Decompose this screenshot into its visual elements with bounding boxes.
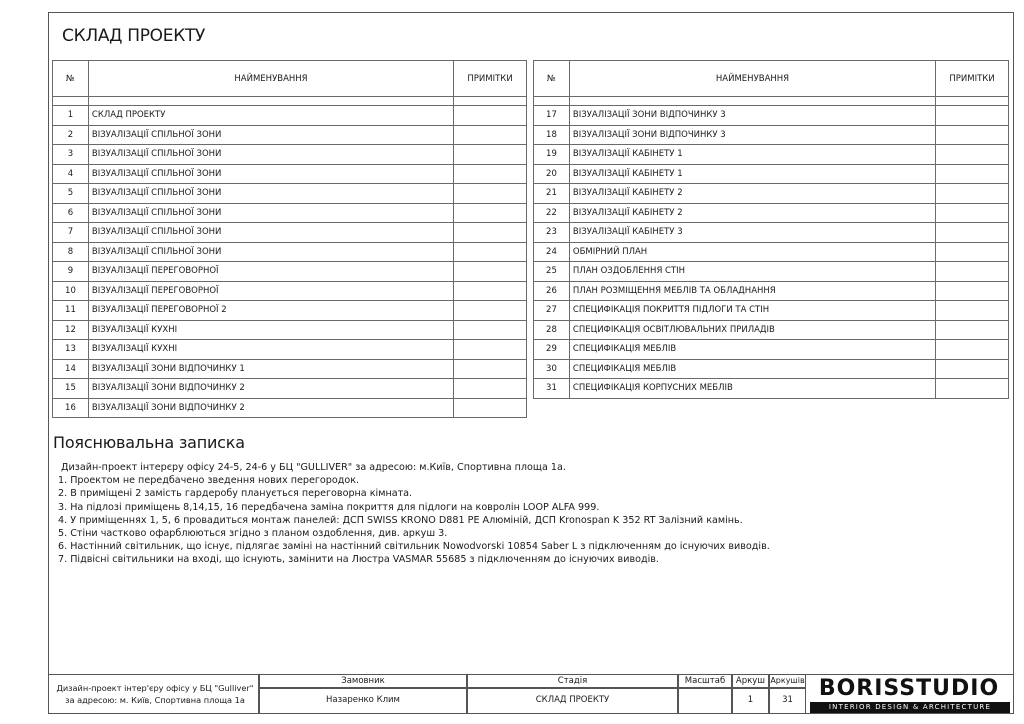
row-name: ВІЗУАЛІЗАЦІЇ ЗОНИ ВІДПОЧИНКУ 1 bbox=[88, 359, 453, 379]
row-number: 9 bbox=[53, 262, 89, 282]
row-name: СКЛАД ПРОЕКТУ bbox=[88, 106, 453, 126]
note-line: 3. На підлозі приміщень 8,14,15, 16 передбачена заміна покриття для підлоги на ковролін LOOP ALFA 999. bbox=[58, 501, 600, 513]
row-name: ВІЗУАЛІЗАЦІЇ КАБІНЕТУ 2 bbox=[569, 184, 935, 204]
table-row bbox=[534, 281, 1009, 301]
contents-table-right bbox=[533, 60, 1009, 399]
row-notes bbox=[936, 125, 1009, 145]
table-row bbox=[534, 242, 1009, 262]
row-notes bbox=[936, 106, 1009, 126]
stamp-scale-value-cell bbox=[678, 688, 732, 714]
stamp-stage-label: Стадія bbox=[557, 676, 588, 686]
row-number: 4 bbox=[53, 164, 89, 184]
row-name: ВІЗУАЛІЗАЦІЇ ЗОНИ ВІДПОЧИНКУ 3 bbox=[569, 125, 935, 145]
row-notes bbox=[454, 281, 527, 301]
stamp-project-line2: за адресою: м. Київ, Спортивна площа 1а bbox=[65, 695, 245, 705]
row-notes bbox=[454, 106, 527, 126]
table-row bbox=[534, 184, 1009, 204]
row-number: 24 bbox=[534, 242, 570, 262]
table-row bbox=[534, 223, 1009, 243]
table-row bbox=[53, 359, 527, 379]
contents-table-left bbox=[52, 60, 527, 418]
header-num: № bbox=[53, 61, 89, 97]
note-line: 4. У приміщеннях 1, 5, 6 провадиться монтаж панелей: ДСП SWISS KRONO D881 PE Алюміній, ДСП Kronospan K 352 RT Залізний камінь. bbox=[58, 514, 743, 526]
table-row bbox=[53, 223, 527, 243]
row-number: 8 bbox=[53, 242, 89, 262]
row-name: ВІЗУАЛІЗАЦІЇ КАБІНЕТУ 1 bbox=[569, 164, 935, 184]
header-name: НАЙМЕНУВАННЯ bbox=[569, 61, 935, 97]
table-row bbox=[534, 164, 1009, 184]
row-number: 16 bbox=[53, 398, 89, 418]
table-row bbox=[53, 301, 527, 321]
table-row bbox=[53, 262, 527, 282]
row-number: 25 bbox=[534, 262, 570, 282]
row-number: 2 bbox=[53, 125, 89, 145]
table-row bbox=[53, 242, 527, 262]
note-line: Дизайн-проект інтерєру офісу 24-5, 24-6 у БЦ "GULLIVER" за адресою: м.Київ, Спортивна площа 1а. bbox=[61, 462, 566, 473]
row-notes bbox=[454, 164, 527, 184]
table-row bbox=[534, 262, 1009, 282]
header-gap-row bbox=[53, 97, 527, 106]
table-row bbox=[534, 145, 1009, 165]
row-name: СПЕЦИФІКАЦІЯ МЕБЛІВ bbox=[569, 359, 935, 379]
row-notes bbox=[936, 223, 1009, 243]
row-notes bbox=[454, 301, 527, 321]
row-name: ВІЗУАЛІЗАЦІЇ СПІЛЬНОЇ ЗОНИ bbox=[88, 203, 453, 223]
row-name: СПЕЦИФІКАЦІЯ ОСВІТЛЮВАЛЬНИХ ПРИЛАДІВ bbox=[569, 320, 935, 340]
header-notes: ПРИМІТКИ bbox=[454, 61, 527, 97]
row-name: ВІЗУАЛІЗАЦІЇ КУХНІ bbox=[88, 320, 453, 340]
studio-logo bbox=[808, 675, 1010, 713]
row-notes bbox=[936, 301, 1009, 321]
row-notes bbox=[454, 125, 527, 145]
row-name: ВІЗУАЛІЗАЦІЇ СПІЛЬНОЇ ЗОНИ bbox=[88, 164, 453, 184]
note-text bbox=[58, 461, 770, 567]
row-notes bbox=[936, 164, 1009, 184]
row-notes bbox=[454, 379, 527, 399]
row-name: ВІЗУАЛІЗАЦІЇ КАБІНЕТУ 1 bbox=[569, 145, 935, 165]
row-name: СПЕЦИФІКАЦІЯ ПОКРИТТЯ ПІДЛОГИ ТА СТІН bbox=[569, 301, 935, 321]
table-header-row bbox=[534, 61, 1009, 97]
logo-wordmark: BORISSTUDIO bbox=[818, 676, 1000, 701]
row-notes bbox=[454, 320, 527, 340]
row-notes bbox=[936, 359, 1009, 379]
row-notes bbox=[454, 223, 527, 243]
stamp-sheets-label: Аркушів bbox=[770, 676, 805, 685]
row-notes bbox=[936, 379, 1009, 399]
row-number: 30 bbox=[534, 359, 570, 379]
row-notes bbox=[936, 340, 1009, 360]
row-number: 1 bbox=[53, 106, 89, 126]
stamp-scale-label: Масштаб bbox=[684, 676, 726, 686]
row-notes bbox=[936, 320, 1009, 340]
table-row bbox=[534, 106, 1009, 126]
row-number: 13 bbox=[53, 340, 89, 360]
row-number: 11 bbox=[53, 301, 89, 321]
row-name: ВІЗУАЛІЗАЦІЇ СПІЛЬНОЇ ЗОНИ bbox=[88, 125, 453, 145]
stamp-sheets-value: 31 bbox=[782, 695, 793, 705]
header-name: НАЙМЕНУВАННЯ bbox=[88, 61, 453, 97]
header-num: № bbox=[534, 61, 570, 97]
row-number: 6 bbox=[53, 203, 89, 223]
note-line: 5. Стіни частково офарблюються згідно з планом оздоблення, див. аркуш 3. bbox=[58, 528, 448, 540]
row-number: 10 bbox=[53, 281, 89, 301]
row-notes bbox=[936, 242, 1009, 262]
header-gap-row bbox=[534, 97, 1009, 106]
row-name: ВІЗУАЛІЗАЦІЇ КУХНІ bbox=[88, 340, 453, 360]
stamp-stage-value: СКЛАД ПРОЕКТУ bbox=[535, 695, 610, 705]
row-notes bbox=[936, 262, 1009, 282]
stamp-project-cell bbox=[48, 674, 259, 714]
row-name: ВІЗУАЛІЗАЦІЇ ПЕРЕГОВОРНОЇ bbox=[88, 281, 453, 301]
table-row bbox=[53, 164, 527, 184]
stamp-sheet-value: 1 bbox=[747, 695, 754, 705]
row-notes bbox=[454, 262, 527, 282]
row-notes bbox=[936, 281, 1009, 301]
table-row bbox=[53, 125, 527, 145]
row-number: 22 bbox=[534, 203, 570, 223]
row-number: 26 bbox=[534, 281, 570, 301]
table-row bbox=[53, 379, 527, 399]
row-name: СПЕЦИФІКАЦІЯ КОРПУСНИХ МЕБЛІВ bbox=[569, 379, 935, 399]
row-number: 12 bbox=[53, 320, 89, 340]
row-name: ВІЗУАЛІЗАЦІЇ СПІЛЬНОЇ ЗОНИ bbox=[88, 145, 453, 165]
row-number: 5 bbox=[53, 184, 89, 204]
note-line: 1. Проектом не передбачено зведення нових перегородок. bbox=[58, 475, 360, 487]
note-line: 7. Підвісні світильники на вході, що існують, замінити на Люстра VASMAR 55685 з підключенням до існуючих виводів. bbox=[58, 554, 659, 566]
row-number: 3 bbox=[53, 145, 89, 165]
note-line: 2. В приміщені 2 замість гардеробу планується переговорна кімната. bbox=[58, 488, 413, 500]
row-name: ВІЗУАЛІЗАЦІЇ ЗОНИ ВІДПОЧИНКУ 2 bbox=[88, 398, 453, 418]
table-row bbox=[534, 301, 1009, 321]
row-number: 20 bbox=[534, 164, 570, 184]
row-name: ПЛАН РОЗМІЩЕННЯ МЕБЛІВ ТА ОБЛАДНАННЯ bbox=[569, 281, 935, 301]
table-row bbox=[53, 281, 527, 301]
row-number: 29 bbox=[534, 340, 570, 360]
note-title: Пояснювальна записка bbox=[53, 433, 245, 452]
row-number: 14 bbox=[53, 359, 89, 379]
row-notes bbox=[454, 340, 527, 360]
table-row bbox=[534, 125, 1009, 145]
row-name: ВІЗУАЛІЗАЦІЇ КАБІНЕТУ 2 bbox=[569, 203, 935, 223]
table-row bbox=[53, 184, 527, 204]
row-notes bbox=[936, 203, 1009, 223]
note-line: 6. Настінний світильник, що існує, підлягає заміні на настінний світильник Nowodvorski 10854 Saber L з підключенням до існуючих виводів. bbox=[58, 541, 770, 553]
row-name: ВІЗУАЛІЗАЦІЇ СПІЛЬНОЇ ЗОНИ bbox=[88, 242, 453, 262]
row-notes bbox=[454, 203, 527, 223]
row-number: 31 bbox=[534, 379, 570, 399]
row-name: ВІЗУАЛІЗАЦІЇ КАБІНЕТУ 3 bbox=[569, 223, 935, 243]
row-name: ВІЗУАЛІЗАЦІЇ ПЕРЕГОВОРНОЇ 2 bbox=[88, 301, 453, 321]
table-row bbox=[53, 203, 527, 223]
row-name: ПЛАН ОЗДОБЛЕННЯ СТІН bbox=[569, 262, 935, 282]
stamp-project-line1: Дизайн-проект інтер'єру офісу у БЦ "Gulliver" bbox=[56, 683, 254, 693]
stamp-sheet-label: Аркуш bbox=[735, 676, 766, 686]
row-number: 15 bbox=[53, 379, 89, 399]
row-number: 23 bbox=[534, 223, 570, 243]
row-name: ВІЗУАЛІЗАЦІЇ ПЕРЕГОВОРНОЇ bbox=[88, 262, 453, 282]
row-number: 21 bbox=[534, 184, 570, 204]
row-notes bbox=[454, 359, 527, 379]
table-row bbox=[53, 145, 527, 165]
row-name: ОБМІРНИЙ ПЛАН bbox=[569, 242, 935, 262]
row-number: 27 bbox=[534, 301, 570, 321]
table-row bbox=[534, 203, 1009, 223]
stamp-client-value: Назаренко Клим bbox=[326, 695, 400, 705]
header-notes: ПРИМІТКИ bbox=[936, 61, 1009, 97]
row-name: ВІЗУАЛІЗАЦІЇ СПІЛЬНОЇ ЗОНИ bbox=[88, 184, 453, 204]
row-number: 17 bbox=[534, 106, 570, 126]
row-name: ВІЗУАЛІЗАЦІЇ СПІЛЬНОЇ ЗОНИ bbox=[88, 223, 453, 243]
logo-tagline: INTERIOR DESIGN & ARCHITECTURE bbox=[810, 702, 1010, 713]
table-row bbox=[53, 340, 527, 360]
row-name: СПЕЦИФІКАЦІЯ МЕБЛІВ bbox=[569, 340, 935, 360]
row-notes bbox=[454, 145, 527, 165]
row-number: 19 bbox=[534, 145, 570, 165]
stamp-client-label: Замовник bbox=[341, 676, 385, 686]
row-notes bbox=[454, 398, 527, 418]
row-notes bbox=[454, 184, 527, 204]
table-row bbox=[53, 106, 527, 126]
row-name: ВІЗУАЛІЗАЦІЇ ЗОНИ ВІДПОЧИНКУ 3 bbox=[569, 106, 935, 126]
table-row bbox=[534, 359, 1009, 379]
table-row bbox=[534, 379, 1009, 399]
row-number: 18 bbox=[534, 125, 570, 145]
table-row bbox=[53, 398, 527, 418]
row-notes bbox=[454, 242, 527, 262]
row-notes bbox=[936, 145, 1009, 165]
table-header-row bbox=[53, 61, 527, 97]
row-number: 28 bbox=[534, 320, 570, 340]
table-row bbox=[53, 320, 527, 340]
row-notes bbox=[936, 184, 1009, 204]
table-row bbox=[534, 340, 1009, 360]
row-name: ВІЗУАЛІЗАЦІЇ ЗОНИ ВІДПОЧИНКУ 2 bbox=[88, 379, 453, 399]
page-title: СКЛАД ПРОЕКТУ bbox=[62, 26, 206, 46]
table-row bbox=[534, 320, 1009, 340]
row-number: 7 bbox=[53, 223, 89, 243]
